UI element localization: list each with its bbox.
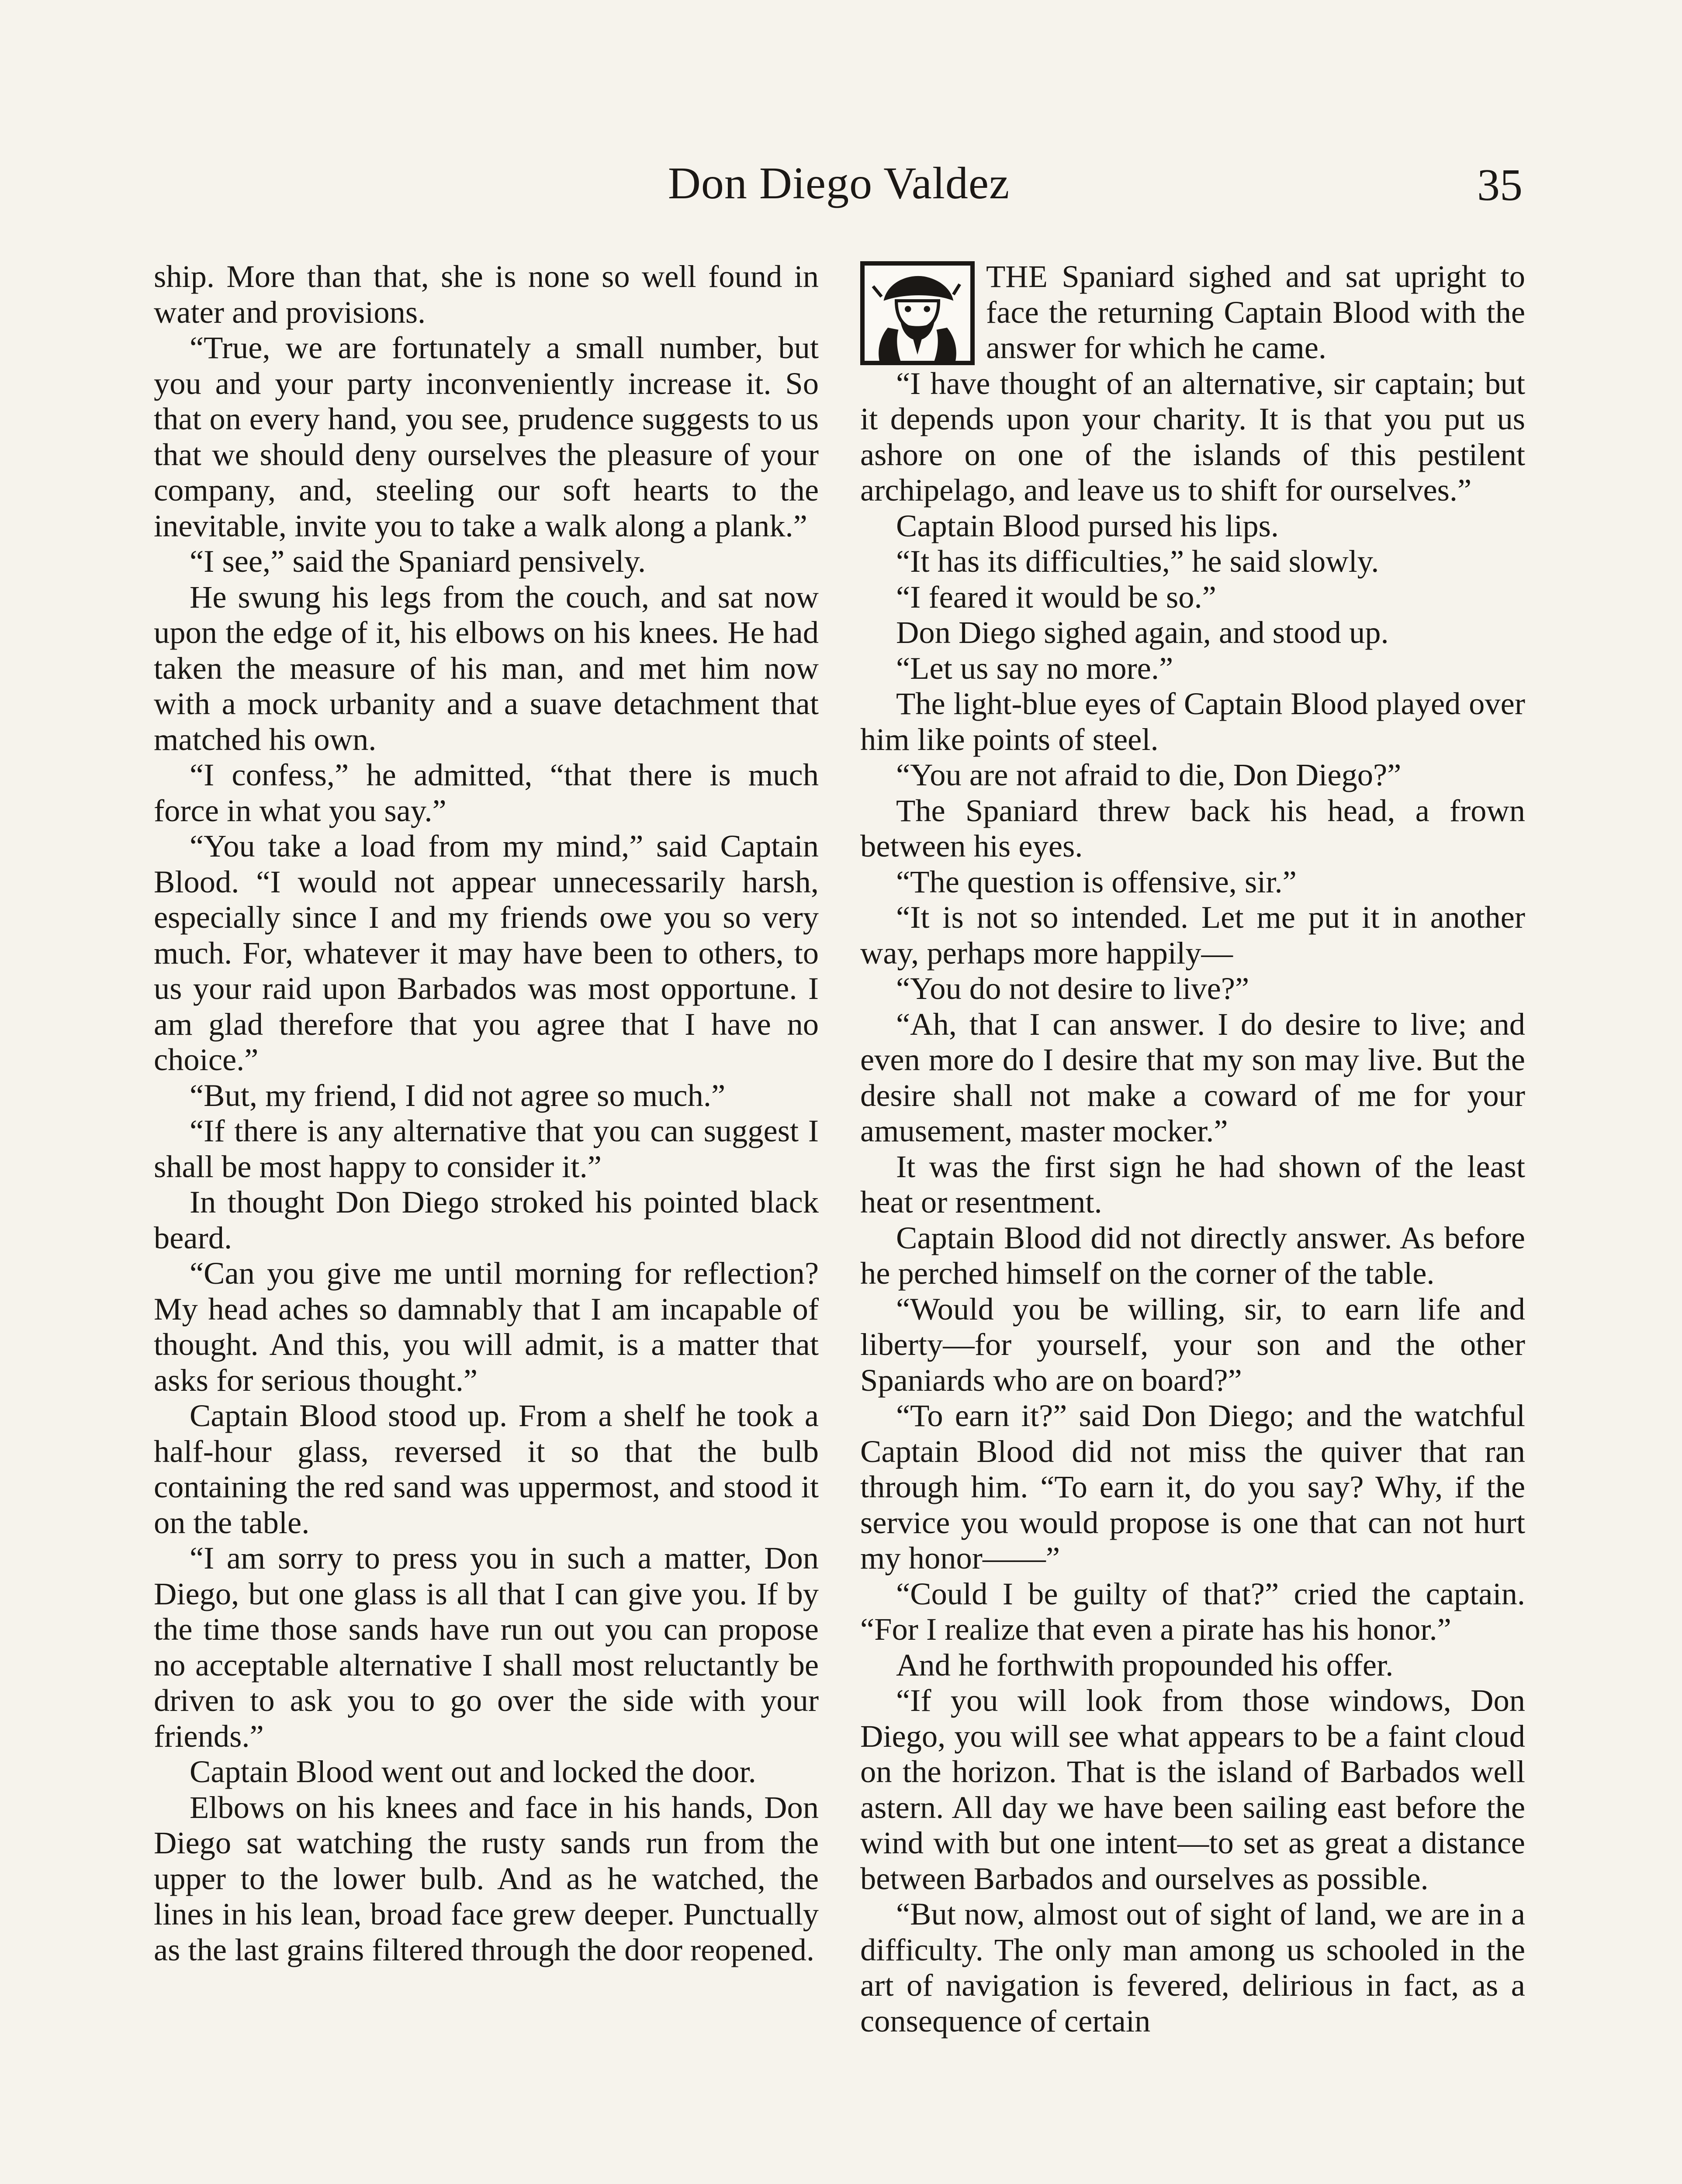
paragraph: “Could I be guilty of that?” cried the captain. “For I realize that even a pirate has his honor.” <box>860 1576 1525 1647</box>
left-column <box>154 259 819 1967</box>
paragraph: “You are not afraid to die, Don Diego?” <box>896 757 1402 792</box>
paragraph: “Would you be willing, sir, to earn life and liberty—for yourself, your son and the other Spaniards who are on board?” <box>860 1291 1525 1398</box>
paragraph: Don Diego sighed again, and stood up. <box>896 615 1389 650</box>
paragraph: “I see,” said the Spaniard pensively. <box>190 543 646 579</box>
paragraph: “You do not desire to live?” <box>896 971 1249 1006</box>
pirate-portrait-icon <box>860 261 975 365</box>
section-opening <box>860 259 1525 366</box>
paragraph: “I feared it would be so.” <box>896 579 1216 615</box>
paragraph: “If you will look from those windows, Don Diego, you will see what appears to be a faint cloud on the horizon. That is the island of Barbados well astern. All day we have been sailing east before the wind with but one intent—to set as great a distance between Barbados and ourselves as possible. <box>860 1683 1525 1896</box>
paragraph: “But now, almost out of sight of land, we are in a difficulty. The only man among us schooled in the art of navigation is fevered, delirious in fact, as a consequence of certain <box>860 1896 1525 2039</box>
paragraph: “Let us say no more.” <box>896 650 1173 686</box>
page-number: 35 <box>1477 160 1523 210</box>
paragraph: Captain Blood stood up. From a shelf he took a half-hour glass, reversed it so that the bulb containing the red sand was uppermost, and stood it on the table. <box>154 1398 819 1540</box>
paragraph: “I confess,” he admitted, “that there is much force in what you say.” <box>154 757 819 828</box>
running-head <box>155 157 1523 227</box>
paragraph: “To earn it?” said Don Diego; and the watchful Captain Blood did not miss the quiver that ran through him. “To earn it, do you say? Why, if the service you would propose is one that can not hurt my honor——” <box>860 1398 1525 1576</box>
paragraph: “The question is offensive, sir.” <box>896 864 1297 899</box>
paragraph: “I am sorry to press you in such a matter, Don Diego, but one glass is all that I can give you. If by the time those sands have run out you can propose no acceptable alternative I shall most reluctantly be driven to ask you to go over the side with your friends.” <box>154 1540 819 1754</box>
paragraph: ship. More than that, she is none so well found in water and provisions. <box>154 259 819 330</box>
paragraph: Captain Blood pursed his lips. <box>896 508 1279 543</box>
paragraph: Captain Blood went out and locked the door. <box>190 1754 756 1789</box>
paragraph: Captain Blood did not directly answer. As before he perched himself on the corner of the table. <box>860 1220 1525 1291</box>
paragraph: “True, we are fortunately a small number, but you and your party inconveniently increase it. So that on every hand, you see, prudence suggests to us that we should deny ourselves the pleasure of your company, and, steeling our soft hearts to the inevitable, invite you to take a walk along a plank.” <box>154 330 819 543</box>
paragraph: It was the first sign he had shown of the least heat or resentment. <box>860 1148 1525 1220</box>
paragraph: In thought Don Diego stroked his pointed black beard. <box>154 1184 819 1255</box>
paragraph: “Can you give me until morning for reflection? My head aches so damnably that I am incapable of thought. And this, you will admit, is a matter that asks for serious thought.” <box>154 1255 819 1398</box>
right-column <box>860 259 1525 2039</box>
paragraph: And he forthwith propounded his offer. <box>896 1647 1394 1683</box>
paragraph: He swung his legs from the couch, and sat now upon the edge of it, his elbows on his knees. He had taken the measure of his man, and met him now with a mock urbanity and a suave detachment that matched his own. <box>154 579 819 757</box>
paragraph: “If there is any alternative that you can suggest I shall be most happy to consider it.” <box>154 1113 819 1184</box>
paragraph: “Ah, that I can answer. I do desire to live; and even more do I desire that my son may live. But the desire shall not make a coward of me for your amusement, master mocker.” <box>860 1006 1525 1148</box>
paragraph: The light-blue eyes of Captain Blood played over him like points of steel. <box>860 686 1525 757</box>
paragraph: “But, my friend, I did not agree so much.” <box>190 1077 726 1113</box>
paragraph: The Spaniard threw back his head, a frown between his eyes. <box>860 792 1525 864</box>
paragraph: “You take a load from my mind,” said Captain Blood. “I would not appear unnecessarily harsh, especially since I and my friends owe you so very much. For, whatever it may have been to others, to us your raid upon Barbados was most opportune. I am glad therefore that you agree that I have no choice.” <box>154 828 819 1077</box>
paragraph: THE Spaniard sighed and sat upright to face the returning Captain Blood with the answer for which he came. <box>986 259 1525 365</box>
running-title: Don Diego Valdez <box>668 158 1010 208</box>
paragraph: Elbows on his knees and face in his hands, Don Diego sat watching the rusty sands run from the upper to the lower bulb. And as he watched, the lines in his lean, broad face grew deeper. Punctually as the last grains filtered through the door reopened. <box>154 1789 819 1967</box>
paragraph: “I have thought of an alternative, sir captain; but it depends upon your charity. It is that you put us ashore on one of the islands of this pestilent archipelago, and leave us to shift for ourselves.” <box>860 365 1525 508</box>
paragraph: “It is not so intended. Let me put it in another way, perhaps more happily— <box>860 899 1525 971</box>
paragraph: “It has its difficulties,” he said slowly. <box>896 543 1379 579</box>
